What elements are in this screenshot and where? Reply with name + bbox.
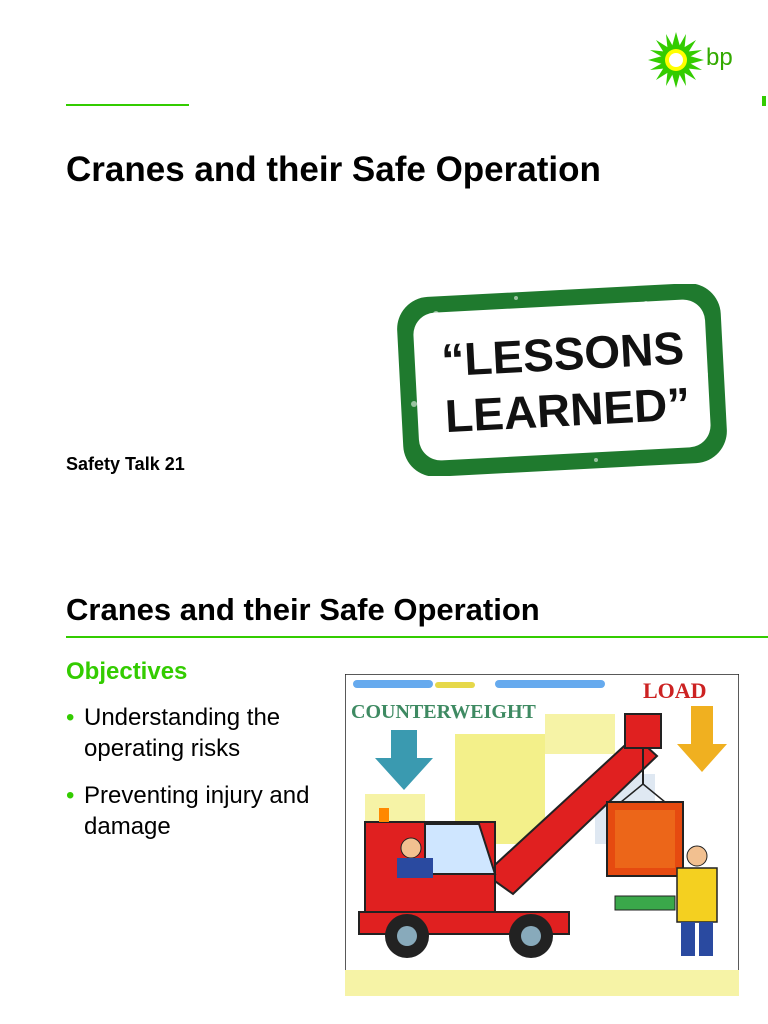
objective-text: Preventing injury and damage — [84, 782, 310, 840]
bullet-icon: • — [66, 782, 75, 809]
crane-cab — [365, 808, 495, 914]
bullet-icon: • — [66, 704, 75, 731]
objective-item — [66, 780, 326, 842]
counterweight-label: COUNTERWEIGHT — [351, 701, 536, 723]
objectives-slide — [0, 560, 768, 1024]
title-underline — [66, 636, 768, 638]
objective-item — [66, 702, 326, 764]
crane-illustration — [345, 674, 739, 996]
bp-logo-text: bp — [706, 44, 733, 71]
accent-rule — [66, 104, 189, 106]
crane-wheel — [509, 914, 553, 958]
objectives-list — [66, 702, 326, 858]
stamp-line-2: LEARNED” — [443, 377, 692, 443]
slide-title: Cranes and their Safe Operation — [66, 150, 601, 189]
slide-title-2: Cranes and their Safe Operation — [66, 592, 540, 627]
crane-wheel — [385, 914, 429, 958]
load-label: LOAD — [643, 678, 707, 703]
lessons-learned-stamp — [396, 284, 728, 476]
accent-tick — [762, 96, 766, 106]
bp-helios-logo-icon — [640, 30, 750, 90]
safety-talk-number: Safety Talk 21 — [66, 454, 185, 474]
stamp-line-1: “LESSONS — [440, 321, 686, 387]
objectives-heading: Objectives — [66, 658, 188, 685]
objective-text: Understanding the operating risks — [84, 704, 281, 762]
